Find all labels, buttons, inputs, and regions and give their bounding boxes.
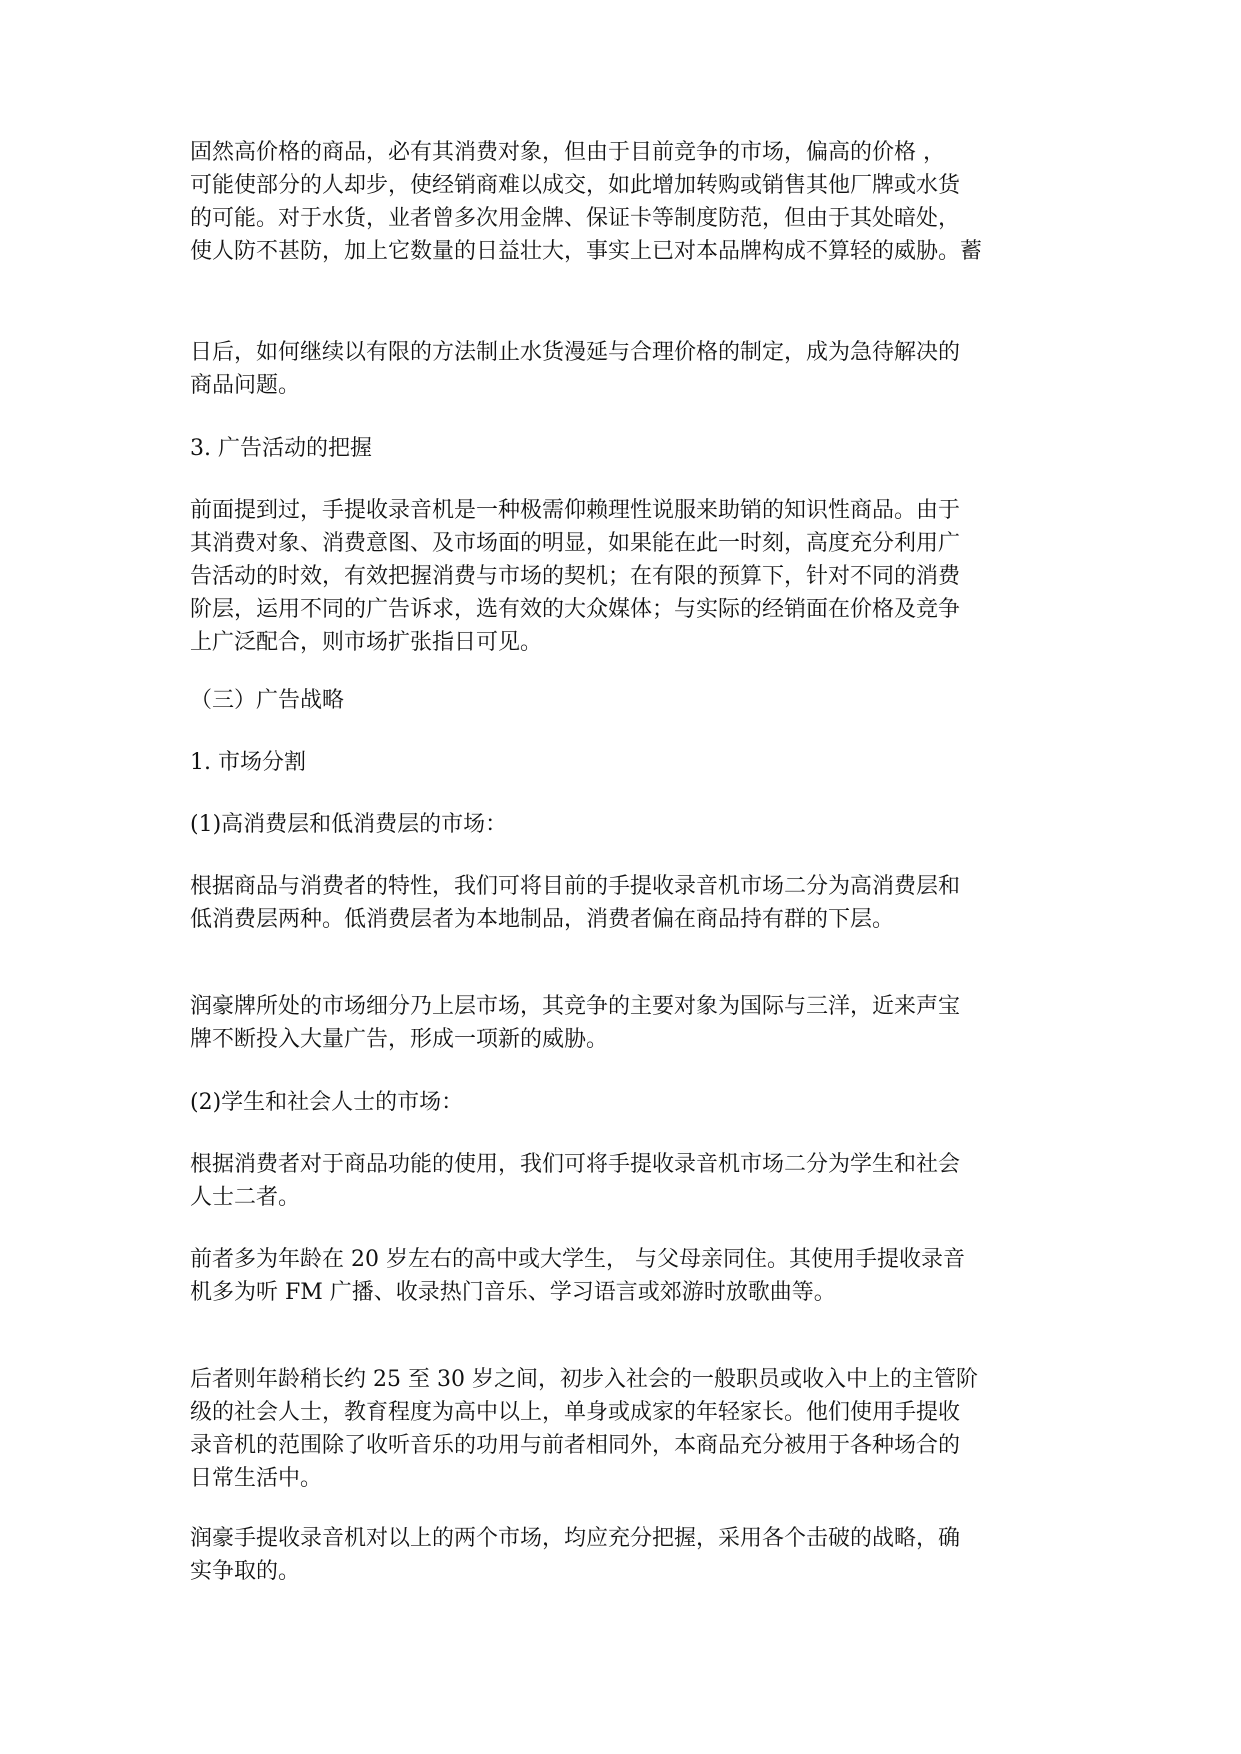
heading-student-social-market: (2)学生和社会人士的市场： [190,1090,464,1115]
paragraph-social-people: 后者则年龄稍长约 25 至 30 岁之间，初步入社会的一般职员或收入中上的主管阶 级的社会人士，教育程度为高中以上，单身或成家的年轻家长。他们使用手提收 录音机的范围除了收听音乐的功用与前者相同外，本商品充分被用于各种场合的 日常生活中。 [190,1367,978,1491]
paragraph-conclusion: 润豪手提收录音机对以上的两个市场，均应充分把握，采用各个击破的战略，确 实争取的。 [190,1526,961,1584]
heading-advertising-activity: 3. 广告活动的把握 [190,436,372,461]
heading-high-low-consumption: (1)高消费层和低消费层的市场： [190,812,508,837]
paragraph-students: 前者多为年龄在 20 岁左右的高中或大学生， 与父母亲同住。其使用手提收录音 机多为听 FM 广播、收录热门音乐、学习语言或郊游时放歌曲等。 [190,1247,965,1305]
paragraph-high-low-consumption: 根据商品与消费者的特性，我们可将目前的手提收录音机市场二分为高消费层和 低消费层两种。低消费层者为本地制品，消费者偏在商品持有群的下层。 [190,874,961,932]
paragraph-upper-market: 润豪牌所处的市场细分乃上层市场，其竞争的主要对象为国际与三洋，近来声宝 牌不断投入大量广告，形成一项新的威胁。 [190,994,961,1052]
paragraph-advertising-activity: 前面提到过，手提收录音机是一种极需仰赖理性说服来助销的知识性商品。由于 其消费对象、消费意图、及市场面的明显，如果能在此一时刻，高度充分利用广 告活动的时效，有效把握消费与市场的契机；在有限的预算下，针对不同的消费 阶层，运用不同的广告诉求，选有效的大众媒体；与实际的经销面在价格及竞争 上广泛配合，则市场扩张指日可见。 [190,498,961,655]
paragraph-parallel-imports: 日后，如何继续以有限的方法制止水货漫延与合理价格的制定，成为急待解决的 商品问题。 [190,340,961,398]
heading-advertising-strategy: （三）广告战略 [190,688,345,713]
heading-market-segmentation: 1. 市场分割 [190,750,306,775]
paragraph-student-social-market: 根据消费者对于商品功能的使用，我们可将手提收录音机市场二分为学生和社会 人士二者。 [190,1152,961,1210]
paragraph-high-price: 固然高价格的商品，必有其消费对象，但由于目前竞争的市场，偏高的价格 ， 可能使部分的人却步，使经销商难以成交，如此增加转购或销售其他厂牌或水货 的可能。对于水货，业者曾多次用金牌、保证卡等制度防范，但由于其处暗处， 使人防不甚防，加上它数量的日益壮大，事实上已对本品牌构成不算轻的威胁。蓄 [190,140,983,264]
